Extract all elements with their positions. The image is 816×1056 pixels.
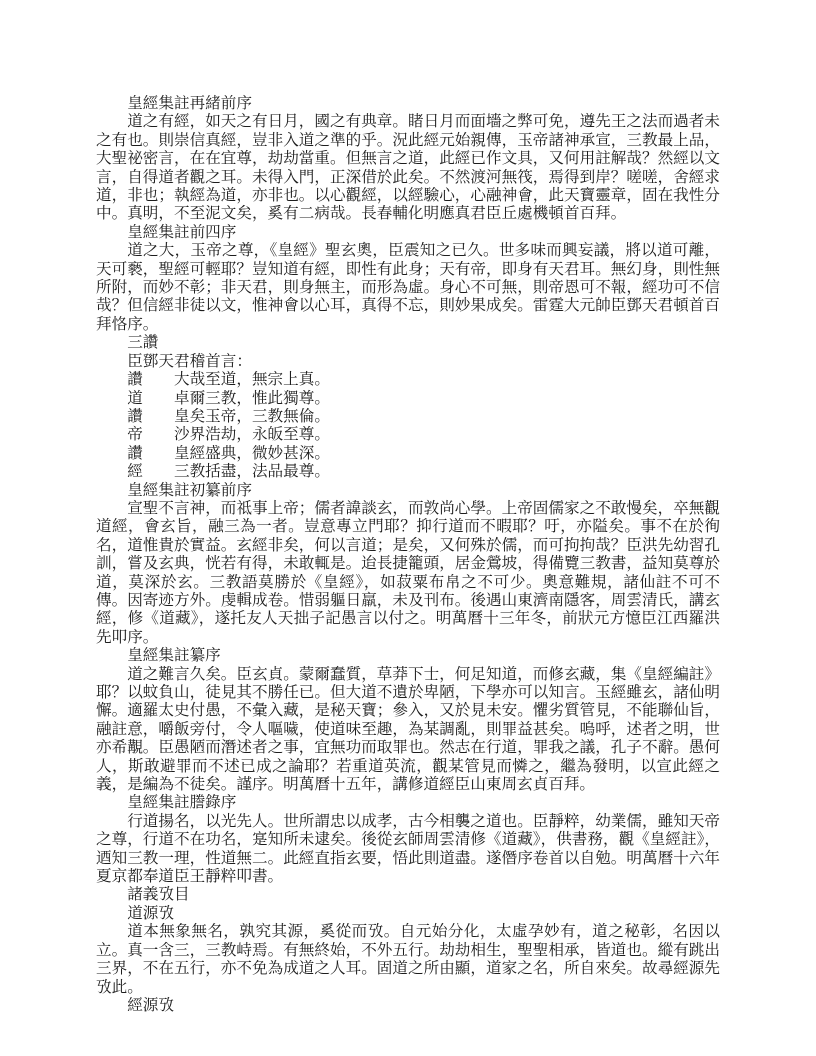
verse-leader: 讚 <box>127 407 143 425</box>
verse-text: 皇經盛典，微妙甚深。 <box>173 444 330 462</box>
verse-line <box>96 408 720 426</box>
section-title: 皇經集註謄錄序 <box>127 794 237 812</box>
verse-line <box>96 463 720 481</box>
verse-line <box>96 426 720 444</box>
paragraph: 宣聖不言神，而祗事上帝；儒者諱談玄，而敦尚心學。上帝固儒家之不敢慢矣，卒無觀道經，會玄旨，融三為一者。豈意專立門耶？抑行道而不暇耶？吁，亦隘矣。事不在於徇名，道惟貴於實益。玄經非矣，何以言道；是矣，又何殊於儒，而可拘拘哉？臣洪先幼習孔訓，嘗及玄典，恍若有得，未敢輒是。迨長捷籠頭，居金鶯坡，得備覽三教書，益知莫尊於道，莫深於玄。三教語莫勝於《皇經》，如菽粟布帛之不可少。奧意難規，諸仙註不可不傳。因寄迹方外。虔輯成卷。惜弱軀日羸，未及刊布。後遇山東濟南隱客，周雲清氏，講玄經，修《道藏》，遂托友人天拙子記愚言以付之。明萬曆十三年冬，前狀元方憶臣江西羅洪先叩序。 <box>96 499 720 646</box>
paragraph: 道之有經，如天之有日月，國之有典章。睹日月而面墻之弊可免，遵先王之法而過者未之有也。則崇信真經，豈非入道之準的乎。況此經元始親傳，玉帝諸神承宣，三教最上品，大聖祕密言，在在宜尊，劫劫當重。但無言之道，此經已作文具，又何用註解哉？然經以文言，自得道者觀之耳。未得入門，正深借於此矣。不然渡河無筏，焉得到岸？嗟嗟，舍經求道，非也；執經為道，亦非也。以心觀經，以經驗心，心融神會，此天寶靈章，固在我性分中。真明，不至泥文矣，奚有二病哉。長春輔化明應真君臣丘處機頓首百拜。 <box>96 113 720 223</box>
paragraph: 道本無象無名，孰究其源，奚從而攷。自元始分化，太虛孕妙有，道之秘彰，名因以立。真一含三，三教峙焉。有無終始，不外五行。劫劫相生，聖聖相承，皆道也。縱有跳出三界，不在五行，亦不免為成道之人耳。固道之所由顯，道家之名，所自來矣。故尋經源先攷此。 <box>96 923 720 996</box>
section-title: 皇經集註再緒前序 <box>127 95 252 112</box>
verse-leader: 讚 <box>127 444 143 462</box>
verse-line <box>96 371 720 389</box>
section-title: 皇經集註纂序 <box>127 647 221 665</box>
section-title: 三讚 <box>127 334 159 352</box>
verse-leader: 帝 <box>127 426 143 444</box>
section-title: 諸義攷目 <box>127 886 190 904</box>
paragraph: 道之大，玉帝之尊，《皇經》聖玄奧，臣震知之已久。世多味而興妄議，將以道可離，天可褻，聖經可輕耶？豈知道有經，即性有此身；天有帝，即身有天君耳。無幻身，則性無所附，而妙不彰；非天君，則身無主，而形為虛。身心不可無，則帝恩可不報，經功可不信哉？但信經非徒以文，惟神會以心耳，真得不忘，則妙果成矣。雷霆大元帥臣鄧天君頓首百拜恪序。 <box>96 242 720 333</box>
verse-text: 沙界浩劫，永皈至尊。 <box>173 426 330 444</box>
verse-line <box>96 390 720 408</box>
document-page <box>96 95 720 1015</box>
verse-leader: 道 <box>127 389 143 407</box>
verse-leader: 經 <box>127 463 143 481</box>
verse-leader: 讚 <box>127 371 143 389</box>
section-title: 道源攷 <box>127 904 174 922</box>
section-title: 經源攷 <box>127 996 174 1014</box>
section-title: 皇經集註前四序 <box>127 223 237 241</box>
verse-text: 卓爾三教，惟此獨尊。 <box>173 389 330 407</box>
verse-text: 皇矣玉帝，三教無倫。 <box>173 407 330 425</box>
section-title: 皇經集註初纂前序 <box>127 481 252 499</box>
verse-line <box>96 445 720 463</box>
verse-text: 大哉至道，無宗上真。 <box>173 371 330 389</box>
paragraph: 行道揚名，以光先人。世所謂忠以成孝，古今相襲之道也。臣靜粹，幼業儒，雖知天帝之尊，行道不在功名，寔知所未逮矣。後從玄師周雲清修《道藏》，供書務，觀《皇經註》，迺知三教一理，性道無二。此經直指玄要，悟此則道盡。遂僭序卷首以自勉。明萬曆十六年夏京都奉道臣王靜粹叩書。 <box>96 812 720 886</box>
verse-text: 三教括盡，法品最尊。 <box>173 463 330 481</box>
verse-header: 臣鄧天君稽首言： <box>127 352 252 370</box>
paragraph: 道之難言久矣。臣玄貞。蒙爾蠢質，草莽下士，何足知道，而修玄藏，集《皇經編註》耶？以蚊負山，徒見其不勝任已。但大道不遺於卑陋，下學亦可以知言。玉經雖玄，諸仙明懈。適羅太史付愚，不彙入藏，是秘天寶；參入，又於見未安。懼劣質管見，不能聯仙旨，融註意，嚼飯旁付，令人嘔噦，使道味至趣，為某調亂，則罪益甚矣。嗚呼，述者之明，世亦希覯。臣愚陋而潛述者之事，宜無功而取罪也。然志在行道，罪我之議，孔子不辭。愚何人，斯敢避罪而不述已成之論耶？若重道英流，觀某管見而憐之，繼為發明，以宣此經之義，是編為不徒矣。謹序。明萬曆十五年，講修道經臣山東周玄貞百拜。 <box>96 665 720 794</box>
